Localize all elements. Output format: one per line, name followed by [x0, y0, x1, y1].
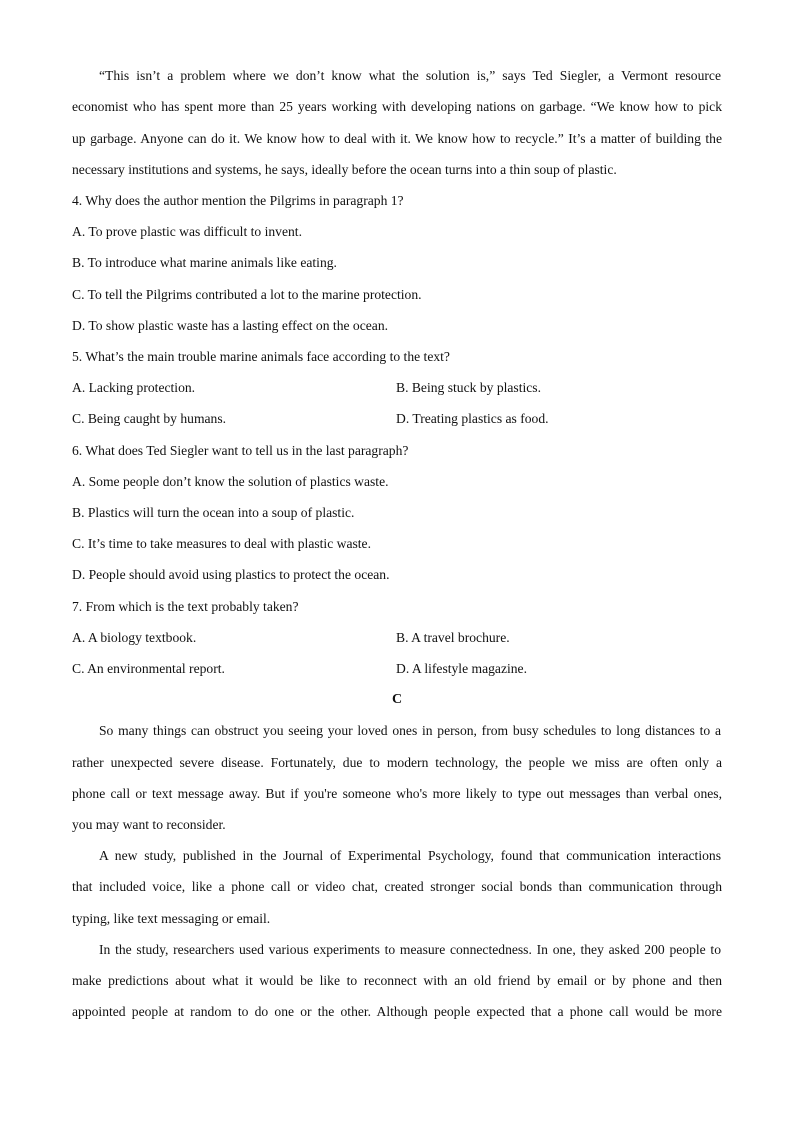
answer-option: A. A biology textbook.: [72, 630, 197, 645]
answer-option: B. To introduce what marine animals like eating.: [72, 255, 337, 270]
answer-option: B. Being stuck by plastics.: [396, 380, 541, 395]
paragraph-line: that included voice, like a phone call or video chat, created stronger social bonds than communication through: [72, 879, 722, 894]
answer-option: B. Plastics will turn the ocean into a soup of plastic.: [72, 505, 355, 520]
answer-option: C. To tell the Pilgrims contributed a lot to the marine protection.: [72, 287, 422, 302]
paragraph-line: make predictions about what it would be like to reconnect with an old friend by email or by phone and then: [72, 973, 722, 988]
answer-option: D. To show plastic waste has a lasting effect on the ocean.: [72, 318, 389, 333]
passage-line: up garbage. Anyone can do it. We know how to deal with it. We know how to recycle.” It’s a matter of building the: [72, 131, 722, 146]
answer-option: D. A lifestyle magazine.: [396, 661, 527, 676]
paragraph-line: In the study, researchers used various experiments to measure connectedness. In one, they asked 200 people to: [99, 942, 721, 957]
answer-option: B. A travel brochure.: [396, 630, 510, 645]
question-stem: 6. What does Ted Siegler want to tell us in the last paragraph?: [72, 443, 409, 458]
passage-line: “This isn’t a problem where we don’t know what the solution is,” says Ted Siegler, a Vermont resource: [99, 68, 721, 83]
passage-line: necessary institutions and systems, he says, ideally before the ocean turns into a thin soup of plastic.: [72, 162, 617, 177]
question-stem: 5. What’s the main trouble marine animals face according to the text?: [72, 349, 450, 364]
paragraph-line: rather unexpected severe disease. Fortunately, due to modern technology, the people we miss are often only a: [72, 755, 722, 770]
section-heading: C: [391, 692, 403, 707]
answer-option: C. Being caught by humans.: [72, 411, 227, 426]
answer-option: D. Treating plastics as food.: [396, 411, 549, 426]
answer-option: A. Some people don’t know the solution of plastics waste.: [72, 474, 389, 489]
answer-option: A. Lacking protection.: [72, 380, 196, 395]
answer-option: C. It’s time to take measures to deal with plastic waste.: [72, 536, 371, 551]
paragraph-line: appointed people at random to do one or the other. Although people expected that a phone call would be more: [72, 1004, 722, 1019]
paragraph-line: typing, like text messaging or email.: [72, 911, 271, 926]
question-stem: 7. From which is the text probably taken?: [72, 599, 299, 614]
paragraph-line: phone call or text message away. But if you're someone who's more likely to type out messages than verbal ones,: [72, 786, 722, 801]
answer-option: C. An environmental report.: [72, 661, 225, 676]
question-stem: 4. Why does the author mention the Pilgrims in paragraph 1?: [72, 193, 404, 208]
paragraph-line: you may want to reconsider.: [72, 817, 226, 832]
paragraph-line: So many things can obstruct you seeing your loved ones in person, from busy schedules to long distances to a: [99, 723, 721, 738]
passage-line: economist who has spent more than 25 years working with developing nations on garbage. “We know how to pick: [72, 99, 722, 114]
answer-option: A. To prove plastic was difficult to invent.: [72, 224, 302, 239]
answer-option: D. People should avoid using plastics to protect the ocean.: [72, 567, 390, 582]
paragraph-line: A new study, published in the Journal of Experimental Psychology, found that communication interactions: [99, 848, 721, 863]
